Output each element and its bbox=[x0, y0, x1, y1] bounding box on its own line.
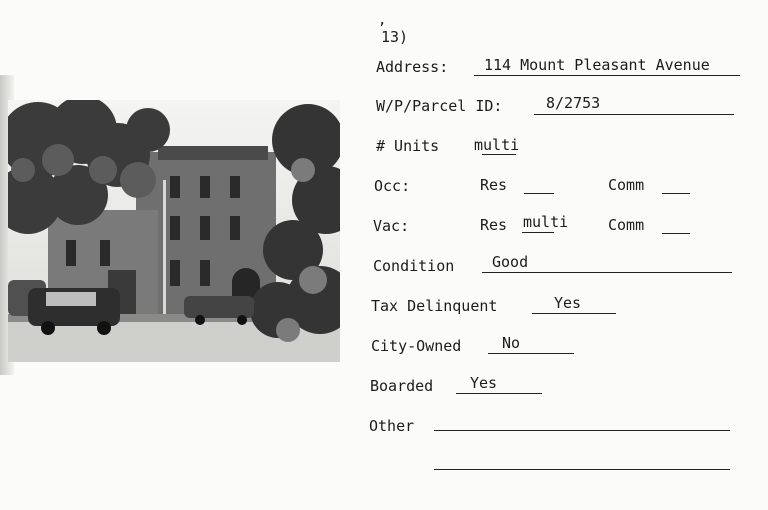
record-tick-mark: , bbox=[378, 12, 387, 28]
condition-value[interactable]: Good bbox=[492, 253, 529, 271]
record-number: 13) bbox=[381, 28, 409, 46]
units-underline bbox=[482, 154, 516, 155]
parcel-value[interactable]: 8/2753 bbox=[546, 94, 601, 112]
other-underline-2 bbox=[434, 469, 730, 470]
other-underline bbox=[434, 430, 730, 431]
tax-delinquent-underline bbox=[532, 313, 616, 314]
occ-res-label: Res bbox=[480, 176, 508, 194]
units-value[interactable]: multi bbox=[474, 136, 520, 154]
boarded-underline bbox=[456, 393, 542, 394]
parcel-underline bbox=[534, 114, 734, 115]
occ-comm-underline bbox=[662, 193, 690, 194]
city-owned-label: City-Owned bbox=[371, 337, 462, 355]
condition-label: Condition bbox=[373, 257, 455, 275]
occ-res-underline bbox=[524, 193, 554, 194]
vac-res-value[interactable]: multi bbox=[523, 213, 569, 231]
boarded-value[interactable]: Yes bbox=[470, 374, 498, 392]
tax-delinquent-label: Tax Delinquent bbox=[371, 297, 498, 315]
vac-comm-underline bbox=[662, 233, 690, 234]
parcel-label: W/P/Parcel ID: bbox=[376, 97, 503, 115]
boarded-label: Boarded bbox=[370, 377, 434, 395]
address-label: Address: bbox=[376, 58, 449, 76]
vac-label: Vac: bbox=[373, 217, 410, 235]
city-owned-underline bbox=[488, 353, 574, 354]
tax-delinquent-value[interactable]: Yes bbox=[554, 294, 582, 312]
city-owned-value[interactable]: No bbox=[502, 334, 521, 352]
units-label: # Units bbox=[376, 137, 440, 155]
vac-res-label: Res bbox=[480, 216, 508, 234]
vac-res-underline bbox=[522, 232, 554, 233]
other-label: Other bbox=[369, 417, 415, 435]
occ-label: Occ: bbox=[374, 177, 411, 195]
occ-comm-label: Comm bbox=[608, 176, 645, 194]
address-underline bbox=[474, 75, 740, 76]
condition-underline bbox=[482, 272, 732, 273]
vac-comm-label: Comm bbox=[608, 216, 645, 234]
building-photo bbox=[8, 100, 340, 362]
address-value[interactable]: 114 Mount Pleasant Avenue bbox=[484, 56, 710, 74]
